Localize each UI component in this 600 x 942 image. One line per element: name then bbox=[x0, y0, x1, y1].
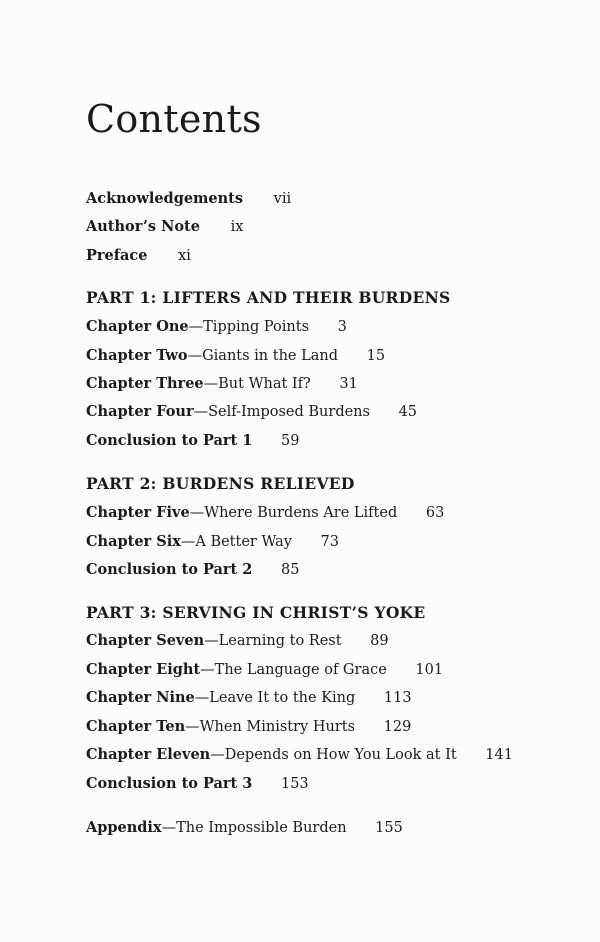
toc-page-number: 73 bbox=[320, 534, 339, 550]
toc-entry-chapter-four[interactable] bbox=[86, 403, 417, 421]
toc-label: Chapter Five bbox=[86, 504, 190, 521]
toc-label: Chapter Eleven bbox=[86, 746, 211, 763]
toc-subtitle: —Self-Imposed Burdens bbox=[193, 404, 370, 420]
part-heading-2: PART 2: BURDENS RELIEVED bbox=[86, 474, 355, 493]
toc-entry-chapter-six[interactable] bbox=[86, 533, 339, 551]
toc-label: Chapter Nine bbox=[86, 689, 195, 706]
toc-subtitle: —Tipping Points bbox=[188, 319, 310, 335]
toc-entry-chapter-seven[interactable] bbox=[86, 632, 389, 650]
toc-label: Conclusion to Part 3 bbox=[86, 775, 253, 792]
toc-label: Preface bbox=[86, 247, 148, 264]
toc-label: Chapter Four bbox=[86, 403, 194, 420]
toc-label: Conclusion to Part 1 bbox=[86, 432, 253, 449]
toc-subtitle: —Leave It to the King bbox=[194, 690, 356, 706]
toc-subtitle: —Giants in the Land bbox=[187, 348, 338, 364]
toc-entry-chapter-nine[interactable] bbox=[86, 689, 412, 707]
toc-page-number: 59 bbox=[280, 433, 300, 449]
page-title: Contents bbox=[86, 97, 262, 141]
toc-page-number: 101 bbox=[415, 662, 444, 678]
toc-label: Chapter Eight bbox=[86, 661, 201, 678]
toc-label: Acknowledgements bbox=[86, 190, 244, 207]
toc-page-number: 3 bbox=[337, 319, 347, 335]
toc-entry-authors-note[interactable] bbox=[86, 218, 243, 236]
toc-entry-acknowledgements[interactable] bbox=[86, 190, 291, 208]
toc-page-number: 15 bbox=[366, 348, 386, 364]
toc-entry-chapter-eleven[interactable] bbox=[86, 746, 513, 764]
toc-entry-chapter-five[interactable] bbox=[86, 504, 444, 522]
toc-page-number: 129 bbox=[383, 719, 412, 735]
toc-entry-chapter-ten[interactable] bbox=[86, 718, 411, 736]
toc-page-number: ix bbox=[230, 219, 244, 235]
toc-label: Chapter Six bbox=[86, 533, 181, 550]
toc-entry-chapter-two[interactable] bbox=[86, 347, 385, 365]
toc-page-number: 89 bbox=[370, 633, 389, 649]
toc-label: Chapter One bbox=[86, 318, 189, 335]
toc-label: Appendix bbox=[86, 819, 162, 836]
toc-entry-chapter-three[interactable] bbox=[86, 375, 358, 393]
toc-label: Author’s Note bbox=[86, 218, 200, 235]
toc-label: Conclusion to Part 2 bbox=[86, 561, 253, 578]
toc-label: Chapter Seven bbox=[86, 632, 205, 649]
toc-page-number: 45 bbox=[398, 404, 418, 420]
toc-entry-conclusion-part-2[interactable] bbox=[86, 561, 299, 579]
toc-page-number: 63 bbox=[425, 505, 445, 521]
toc-page-number: 155 bbox=[375, 820, 403, 836]
toc-subtitle: —The Impossible Burden bbox=[161, 820, 347, 836]
toc-subtitle: —Depends on How You Look at It bbox=[210, 747, 457, 763]
toc-page-number: 31 bbox=[339, 376, 358, 392]
toc-entry-chapter-one[interactable] bbox=[86, 318, 347, 336]
toc-subtitle: —But What If? bbox=[203, 376, 311, 392]
toc-subtitle: —Learning to Rest bbox=[204, 633, 342, 649]
toc-subtitle: —The Language of Grace bbox=[200, 662, 387, 678]
toc-entry-conclusion-part-1[interactable] bbox=[86, 432, 299, 450]
toc-page-number: vii bbox=[273, 191, 292, 207]
toc-label: Chapter Ten bbox=[86, 718, 186, 735]
toc-page-number: 153 bbox=[280, 776, 309, 792]
toc-page-number: 85 bbox=[280, 562, 300, 578]
toc-subtitle: —A Better Way bbox=[180, 534, 292, 550]
toc-subtitle: —Where Burdens Are Lifted bbox=[189, 505, 398, 521]
toc-label: Chapter Two bbox=[86, 347, 188, 364]
toc-page-number: 113 bbox=[383, 690, 412, 706]
part-heading-1: PART 1: LIFTERS AND THEIR BURDENS bbox=[86, 288, 451, 307]
part-heading-3: PART 3: SERVING IN CHRIST’S YOKE bbox=[86, 603, 426, 622]
toc-page-number: 141 bbox=[485, 747, 513, 763]
toc-subtitle: —When Ministry Hurts bbox=[185, 719, 356, 735]
toc-entry-conclusion-part-3[interactable] bbox=[86, 775, 309, 793]
toc-entry-chapter-eight[interactable] bbox=[86, 661, 443, 679]
toc-entry-appendix[interactable] bbox=[86, 819, 403, 837]
toc-page-number: xi bbox=[178, 248, 191, 264]
toc-label: Chapter Three bbox=[86, 375, 204, 392]
toc-entry-preface[interactable] bbox=[86, 247, 191, 265]
